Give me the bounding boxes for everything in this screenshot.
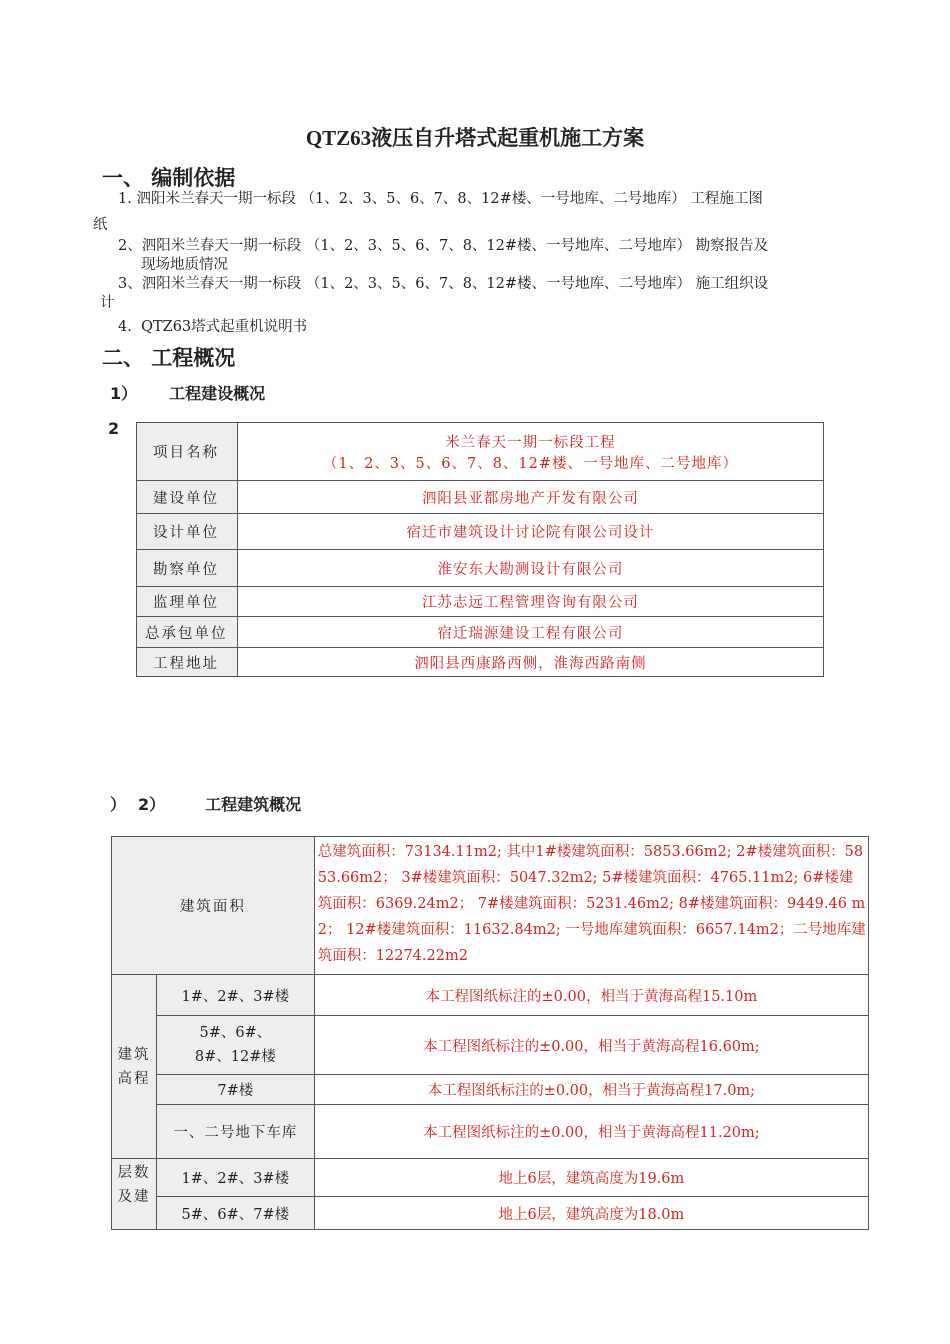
- elevation-label: 建筑高程: [112, 975, 157, 1159]
- row-label: 监理单位: [137, 587, 238, 617]
- table-row: [112, 1105, 869, 1159]
- area-label: 建筑面积: [112, 837, 315, 975]
- row-value: 泗阳县西康路西侧，淮海西路南侧: [237, 648, 823, 677]
- building-cell: 7#楼: [156, 1075, 314, 1105]
- table-row: [137, 481, 824, 514]
- basis-item-1: 1. 泗阳米兰春天一期一标段 （1、2、3、5、6、7、8、12#楼、一号地库、二号地库） 工程施工图: [118, 191, 763, 207]
- basis-item-1-cont: 纸: [93, 217, 108, 233]
- table-row: [112, 1075, 869, 1105]
- table-row: [112, 1016, 869, 1075]
- basis-item-4: 4. QTZ63塔式起重机说明书: [118, 319, 308, 335]
- sub-heading-construction: 1） 工程建设概况: [110, 384, 266, 403]
- table-row: [112, 837, 869, 975]
- area-value: 总建筑面积：73134.11m2; 其中1#楼建筑面积：5853.66m2; 2#楼建筑面积：5853.66m2； 3#楼建筑面积：5047.32m2; 5#楼建筑面积：4765.11m2; 6#楼建筑面积：6369.24m2； 7#楼建筑面积：5231.46m2; 8#楼建筑面积：9449.46 m2； 12#楼建筑面积：11632.84m2; 一号地库建筑面积：6657.14m2；二号地库建筑面积：12274.22m2: [317, 844, 866, 964]
- basis-item-3-cont: 计: [100, 295, 115, 311]
- row-value: 宿迁瑞源建设工程有限公司: [237, 617, 823, 648]
- section-heading-basis: 一、 编制依据: [102, 166, 236, 190]
- building-cell: 1#、2#、3#楼: [156, 1159, 314, 1197]
- row-value: 宿迁市建筑设计讨论院有限公司设计: [237, 514, 823, 550]
- building-cell: 一、二号地下车库: [156, 1105, 314, 1159]
- basis-item-2-cont: 现场地质情况: [141, 257, 228, 273]
- elevation-value: 本工程图纸标注的±0.00，相当于黄海高程15.10m: [314, 975, 868, 1016]
- row-label: 建设单位: [137, 481, 238, 514]
- row-value: 泗阳县亚都房地产开发有限公司: [237, 481, 823, 514]
- floors-label: 层数及建: [112, 1159, 157, 1230]
- row-label: 项目名称: [137, 423, 238, 481]
- table-row: [137, 514, 824, 550]
- building-info-table: [111, 836, 869, 1230]
- area-cell: [314, 837, 868, 975]
- elevation-value: 本工程图纸标注的±0.00，相当于黄海高程16.60m;: [314, 1016, 868, 1075]
- height-value: 地上6层，建筑高度为18.0m: [314, 1197, 868, 1230]
- basis-item-3: 3、泗阳米兰春天一期一标段 （1、2、3、5、6、7、8、12#楼、一号地库、二号地库） 施工组织设: [118, 276, 769, 292]
- table-row: [112, 1159, 869, 1197]
- table-row: [137, 423, 824, 481]
- project-name-value: 米兰春天一期一标段工程 （1、2、3、5、6、7、8、12#楼、一号地库、二号地库）: [237, 423, 823, 481]
- table-row: [112, 975, 869, 1016]
- building-cell: 1#、2#、3#楼: [156, 975, 314, 1016]
- elevation-value: 本工程图纸标注的±0.00，相当于黄海高程11.20m;: [314, 1105, 868, 1159]
- construction-info-table: [136, 422, 824, 677]
- section-heading-overview: 二、 工程概况: [102, 346, 236, 370]
- table-row: [137, 587, 824, 617]
- document-title: QTZ63液压自升塔式起重机施工方案: [305, 126, 645, 150]
- table-row: [137, 617, 824, 648]
- table-row: [112, 1197, 869, 1230]
- row-label: 设计单位: [137, 514, 238, 550]
- height-value: 地上6层，建筑高度为19.6m: [314, 1159, 868, 1197]
- row-value: 淮安东大勘测设计有限公司: [237, 550, 823, 587]
- row-label: 总承包单位: [137, 617, 238, 648]
- row-label: 勘察单位: [137, 550, 238, 587]
- row-value: 江苏志远工程管理咨询有限公司: [237, 587, 823, 617]
- table-row: [137, 648, 824, 677]
- building-cell: 5#、6#、 8#、12#楼: [156, 1016, 314, 1075]
- table-row: [137, 550, 824, 587]
- elevation-value: 本工程图纸标注的±0.00，相当于黄海高程17.0m;: [314, 1075, 868, 1105]
- list-marker: 2: [108, 419, 120, 438]
- row-label: 工程地址: [137, 648, 238, 677]
- sub-heading-building: ） 2） 工程建筑概况: [110, 795, 302, 814]
- building-cell: 5#、6#、7#楼: [156, 1197, 314, 1230]
- basis-item-2: 2、泗阳米兰春天一期一标段 （1、2、3、5、6、7、8、12#楼、一号地库、二号地库） 勘察报告及: [118, 238, 769, 254]
